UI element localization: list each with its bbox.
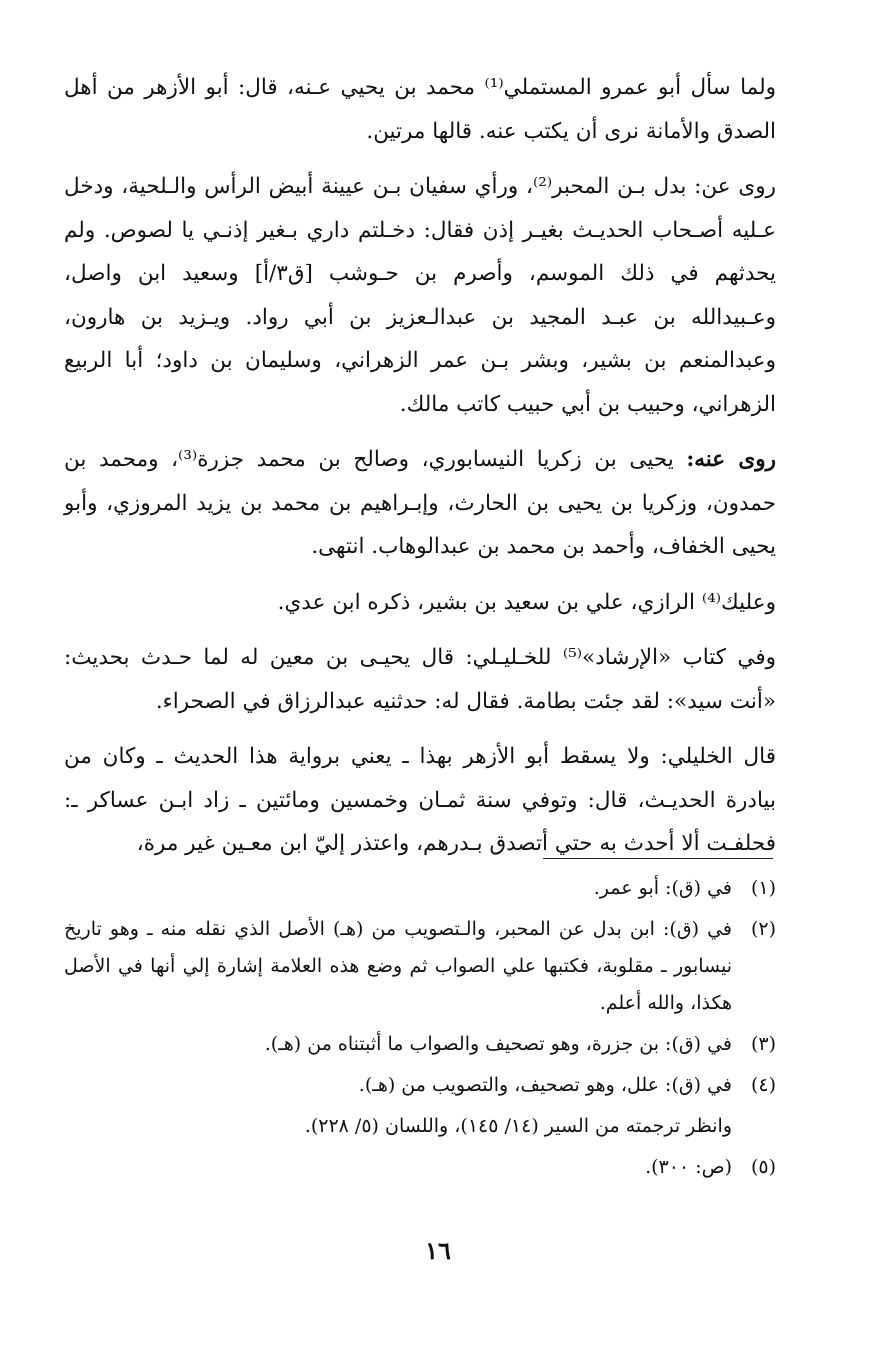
footnotes [64, 870, 776, 1190]
footnote-number: (٤) [750, 1074, 776, 1096]
paragraph [64, 581, 776, 625]
footnote-separator [543, 858, 773, 859]
paragraph-text: ولما سأل أبو عمرو المستملي⁽¹⁾ محمد بن يحيي عـنه، قال: أبو الأزهر من أهل الصدق والأمانة نرى أن يكتب عنه. قالها مرتين. [64, 75, 777, 144]
footnote [64, 911, 776, 1022]
footnote [64, 1026, 776, 1063]
page-number: ١٦ [425, 1236, 451, 1265]
paragraph-text: وفي كتاب «الإرشاد»⁽⁵⁾ للخـليـلي: قال يحيـى بن معين له لما حـدث بحديث: «أنت سيد»: لقد جئت بطامة. فقال له: حدثنيه عبدالرزاق في الصحراء. [64, 645, 777, 714]
paragraph [64, 636, 776, 723]
paragraph-text: يحيى بن زكريا النيسابوري، وصالح بن محمد جزرة⁽³⁾، ومحمد بن حمدون، وزكريا بن يحيى بن الحارث، وإبـراهيم بن محمد بن يزيد المروزي، وأبو يحيى الخفاف، وأحمد بن محمد بن عبدالوهاب. انتهى. [64, 447, 776, 559]
paragraph [64, 66, 776, 153]
paragraph [64, 165, 776, 426]
footnote-number: (٥) [750, 1156, 776, 1178]
paragraph-text: قال الخليلي: ولا يسقط أبو الأزهر بهذا ـ يعني برواية هذا الحديث ـ وكان من بيادرة الحديـث، قال: وتوفي سنة ثمـان وخمسين ومائتين ـ زاد ابـن عساكر ـ: فحلفـت ألا أحدث به حتي أتصدق بـدرهم، واعتذر إليّ ابن معـين غير مرة، [64, 744, 776, 856]
paragraph-text: روى عن: بدل بـن المحبر⁽²⁾، ورأي سفيان بـن عيينة أبيض الرأس والـلحية، ودخل عـليه أصـحاب الحديـث بغيـر إذن فقال: دخـلتم داري بـغير إذنـي يا لصوص. ولم يحدثهم في ذلك الموسم، وأصرم بن حـوشب [ق٣/أ] وسعيد ابن واصل، وعـبيدالله بن عبـد المجيد بن عبدالـعزيز بن أبي رواد. ويـزيد بن هارون، وعبدالمنعم بن بشير، وبشر بـن عمر الزهراني، وسليمان بن داود؛ أبا الربيع الزهراني، وحبيب بن أبي حبيب كاتب مالك. [64, 174, 776, 417]
footnote [64, 1149, 776, 1186]
footnote-text: في (ق): بن جزرة، وهو تصحيف والصواب ما أثبتناه من (هـ). [264, 1033, 732, 1055]
footnote-number: (٣) [750, 1033, 776, 1055]
paragraph [64, 735, 776, 866]
main-text [64, 66, 776, 878]
footnote-text: في (ق): أبو عمر. [593, 877, 732, 899]
footnote [64, 870, 776, 907]
footnote-text: وانظر ترجمته من السير (١٤/ ١٤٥)، واللسان (٥/ ٢٢٨). [304, 1115, 732, 1137]
footnote-text: (ص: ٣٠٠). [645, 1156, 732, 1178]
footnote-continuation [64, 1108, 776, 1145]
paragraph [64, 438, 776, 569]
footnote-text: في (ق): علل، وهو تصحيف، والتصويب من (هـ). [358, 1074, 732, 1096]
footnote-text: في (ق): ابن بدل عن المحبر، والـتصويب من (هـ) الأصل الذي نقله منه ـ وهو تاريخ نيسابور ـ مقلوبة، فكتبها علي الصواب ثم وضع هذه العلامة إشارة إلي أنها في الأصل هكذا، والله أعلم. [64, 918, 732, 1014]
paragraph-lead: روى عنه: [686, 447, 777, 472]
footnote-number: (٢) [750, 918, 776, 940]
footnote-number: (١) [750, 877, 776, 899]
footnote [64, 1067, 776, 1104]
paragraph-text: وعليك⁽⁴⁾ الرازي، علي بن سعيد بن بشير، ذكره ابن عدي. [277, 589, 776, 615]
